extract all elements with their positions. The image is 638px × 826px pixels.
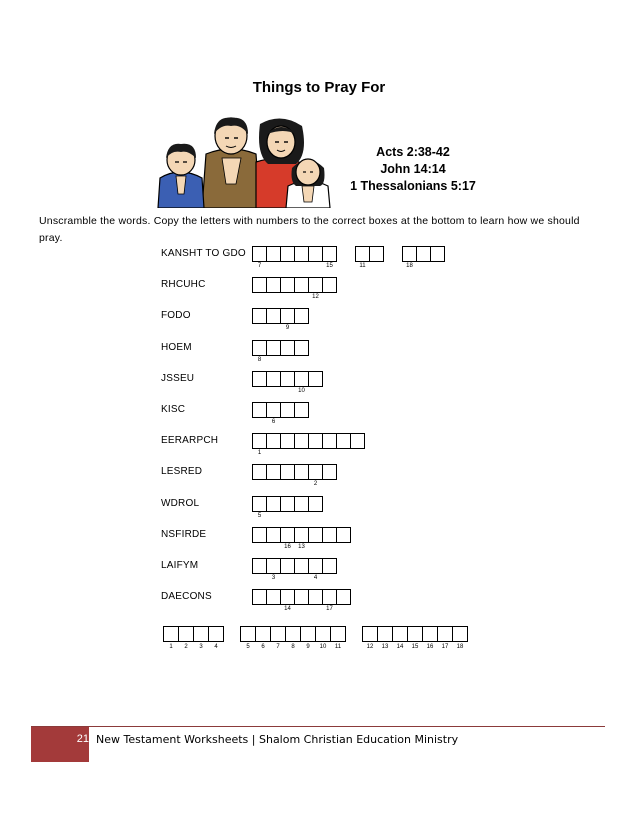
answer-box[interactable] xyxy=(255,626,271,642)
letter-box-group xyxy=(252,402,308,418)
answer-number: 16 xyxy=(426,644,434,650)
letter-box-group xyxy=(355,246,383,262)
answer-number: 6 xyxy=(261,644,265,650)
answer-box-group xyxy=(362,626,467,642)
letter-number: 1 xyxy=(257,450,262,457)
letter-box[interactable] xyxy=(308,277,323,293)
letter-box[interactable] xyxy=(294,402,309,418)
answer-number: 13 xyxy=(381,644,389,650)
letter-box[interactable] xyxy=(294,371,309,387)
letter-box[interactable] xyxy=(322,433,337,449)
letter-number: 17 xyxy=(326,606,333,613)
letter-box[interactable] xyxy=(369,246,384,262)
letter-box[interactable] xyxy=(336,589,351,605)
letter-box[interactable] xyxy=(266,433,281,449)
letter-box[interactable] xyxy=(336,527,351,543)
answer-box[interactable] xyxy=(452,626,468,642)
letter-number: 16 xyxy=(284,543,291,550)
letter-box[interactable] xyxy=(266,277,281,293)
letter-box[interactable] xyxy=(266,589,281,605)
letter-box[interactable] xyxy=(266,558,281,574)
letter-number: 4 xyxy=(313,575,318,581)
letter-box[interactable] xyxy=(252,527,267,543)
letter-box-group xyxy=(252,277,336,293)
answer-box[interactable] xyxy=(315,626,331,642)
answer-box[interactable] xyxy=(240,626,256,642)
letter-number: 9 xyxy=(285,325,290,332)
letter-box-group xyxy=(252,371,322,387)
letter-box[interactable] xyxy=(294,340,309,356)
letter-number: 3 xyxy=(271,575,276,581)
letter-box[interactable] xyxy=(430,246,445,262)
answer-box[interactable] xyxy=(407,626,423,642)
letter-box[interactable] xyxy=(280,496,295,512)
letter-box-group xyxy=(252,340,308,356)
letter-box[interactable] xyxy=(308,464,323,480)
letter-number: 12 xyxy=(312,294,319,301)
letter-box[interactable] xyxy=(294,589,309,605)
scrambled-word: KANSHT TO GDO xyxy=(161,248,246,259)
letter-box[interactable] xyxy=(266,496,281,512)
answer-box[interactable] xyxy=(377,626,393,642)
letter-box[interactable] xyxy=(350,433,365,449)
letter-box[interactable] xyxy=(280,402,295,418)
answer-number: 1 xyxy=(169,644,173,650)
letter-number: 14 xyxy=(284,606,291,613)
letter-box[interactable] xyxy=(294,433,309,449)
letter-box[interactable] xyxy=(280,558,295,574)
letter-box[interactable] xyxy=(308,246,323,262)
scrambled-word: FODO xyxy=(161,310,191,322)
letter-box[interactable] xyxy=(252,308,267,324)
answer-number: 2 xyxy=(184,644,188,650)
answer-box[interactable] xyxy=(362,626,378,642)
answer-number: 4 xyxy=(214,644,218,650)
letter-number: 8 xyxy=(257,356,262,363)
letter-box[interactable] xyxy=(322,527,337,543)
letter-box[interactable] xyxy=(252,589,267,605)
letter-box[interactable] xyxy=(280,277,295,293)
letter-box[interactable] xyxy=(252,433,267,449)
letter-box[interactable] xyxy=(252,277,267,293)
scrambled-word: JSSEU xyxy=(161,372,195,384)
letter-box[interactable] xyxy=(294,527,309,543)
letter-box[interactable] xyxy=(322,277,337,293)
letter-box[interactable] xyxy=(280,527,295,543)
answer-box[interactable] xyxy=(285,626,301,642)
letter-box[interactable] xyxy=(252,246,267,262)
letter-box[interactable] xyxy=(322,558,337,574)
answer-box[interactable] xyxy=(392,626,408,642)
letter-box[interactable] xyxy=(308,558,323,574)
answer-number: 5 xyxy=(246,644,250,650)
letter-box[interactable] xyxy=(280,371,295,387)
letter-box[interactable] xyxy=(280,464,295,480)
letter-box-group xyxy=(252,496,322,512)
scrambled-word: LAIFYM xyxy=(161,560,199,571)
letter-box[interactable] xyxy=(294,496,309,512)
answer-number: 9 xyxy=(306,644,310,650)
footer-text: New Testament Worksheets | Shalom Christian Education Ministry xyxy=(96,733,459,746)
letter-box[interactable] xyxy=(266,371,281,387)
letter-box-group xyxy=(252,558,336,574)
letter-box[interactable] xyxy=(294,464,309,480)
letter-number: 15 xyxy=(326,263,333,269)
letter-box[interactable] xyxy=(322,464,337,480)
reference-acts: Acts 2:38-42 xyxy=(376,145,450,159)
footer-page-number: 21 xyxy=(76,733,89,745)
letter-box[interactable] xyxy=(266,246,281,262)
letter-number: 2 xyxy=(313,481,318,488)
footer-divider xyxy=(31,726,605,727)
letter-box[interactable] xyxy=(252,464,267,480)
letter-box[interactable] xyxy=(280,589,295,605)
page-title: Things to Pray For xyxy=(252,79,386,96)
letter-box[interactable] xyxy=(294,246,309,262)
letter-box[interactable] xyxy=(308,371,323,387)
letter-box[interactable] xyxy=(280,340,295,356)
instructions-text: Unscramble the words. Copy the letters with numbers to the correct boxes at the bottom to learn how we should pray. xyxy=(39,215,580,244)
letter-box[interactable] xyxy=(336,433,351,449)
letter-box-group xyxy=(252,527,350,543)
letter-box[interactable] xyxy=(252,340,267,356)
letter-box[interactable] xyxy=(416,246,431,262)
letter-box[interactable] xyxy=(308,433,323,449)
letter-box-group xyxy=(252,464,336,480)
letter-number: 11 xyxy=(359,263,366,269)
scrambled-word: HOEM xyxy=(161,341,192,353)
letter-number: 6 xyxy=(271,419,276,425)
scrambled-word: KISC xyxy=(161,404,186,415)
answer-number: 12 xyxy=(366,644,374,650)
letter-box[interactable] xyxy=(322,589,337,605)
father-figure xyxy=(202,118,260,208)
letter-box[interactable] xyxy=(266,464,281,480)
answer-number: 11 xyxy=(334,644,342,650)
scrambled-word: LESRED xyxy=(161,466,203,478)
letter-number: 18 xyxy=(406,263,413,269)
letter-box[interactable] xyxy=(280,433,295,449)
scrambled-word: NSFIRDE xyxy=(161,528,207,540)
letter-number: 10 xyxy=(298,387,305,394)
letter-box-group xyxy=(252,308,308,324)
answer-number: 17 xyxy=(441,644,449,650)
reference-john: John 14:14 xyxy=(380,162,446,176)
scrambled-word: DAECONS xyxy=(161,591,212,603)
answer-box-group xyxy=(240,626,345,642)
letter-box-group xyxy=(402,246,444,262)
letter-number: 13 xyxy=(298,543,305,550)
letter-box[interactable] xyxy=(355,246,370,262)
son-figure xyxy=(158,144,204,208)
scrambled-word: WDROL xyxy=(161,497,200,509)
answer-box[interactable] xyxy=(178,626,194,642)
answer-box[interactable] xyxy=(437,626,453,642)
answer-number: 7 xyxy=(276,644,280,650)
letter-box[interactable] xyxy=(294,308,309,324)
letter-box[interactable] xyxy=(280,308,295,324)
letter-box[interactable] xyxy=(294,277,309,293)
letter-box-group xyxy=(252,589,350,605)
letter-box[interactable] xyxy=(266,527,281,543)
letter-box[interactable] xyxy=(308,527,323,543)
letter-box-group xyxy=(252,433,364,449)
answer-number: 3 xyxy=(199,644,203,650)
answer-box[interactable] xyxy=(422,626,438,642)
reference-thessalonians: 1 Thessalonians 5:17 xyxy=(350,179,476,193)
answer-box[interactable] xyxy=(163,626,179,642)
letter-box-group xyxy=(252,246,336,262)
letter-box[interactable] xyxy=(280,246,295,262)
answer-number: 15 xyxy=(411,644,419,650)
letter-box[interactable] xyxy=(252,402,267,418)
answer-number: 10 xyxy=(319,644,327,650)
answer-number: 14 xyxy=(396,644,404,650)
letter-box[interactable] xyxy=(402,246,417,262)
letter-box[interactable] xyxy=(266,340,281,356)
letter-number: 5 xyxy=(257,512,262,519)
scripture-references xyxy=(318,144,508,195)
answer-box[interactable] xyxy=(208,626,224,642)
letter-box[interactable] xyxy=(308,589,323,605)
letter-box[interactable] xyxy=(266,308,281,324)
answer-box[interactable] xyxy=(193,626,209,642)
letter-box[interactable] xyxy=(252,496,267,512)
answer-box[interactable] xyxy=(300,626,316,642)
answer-number: 18 xyxy=(456,644,464,650)
letter-box[interactable] xyxy=(266,402,281,418)
letter-box[interactable] xyxy=(322,246,337,262)
letter-box[interactable] xyxy=(294,558,309,574)
answer-box[interactable] xyxy=(330,626,346,642)
answer-box-group xyxy=(163,626,223,642)
answer-number: 8 xyxy=(291,644,295,650)
scrambled-word: EERARPCH xyxy=(161,435,219,447)
letter-number: 7 xyxy=(257,263,262,269)
scrambled-word: RHCUHC xyxy=(161,279,206,291)
answer-box[interactable] xyxy=(270,626,286,642)
letter-box[interactable] xyxy=(308,496,323,512)
letter-box[interactable] xyxy=(252,558,267,574)
letter-box[interactable] xyxy=(252,371,267,387)
